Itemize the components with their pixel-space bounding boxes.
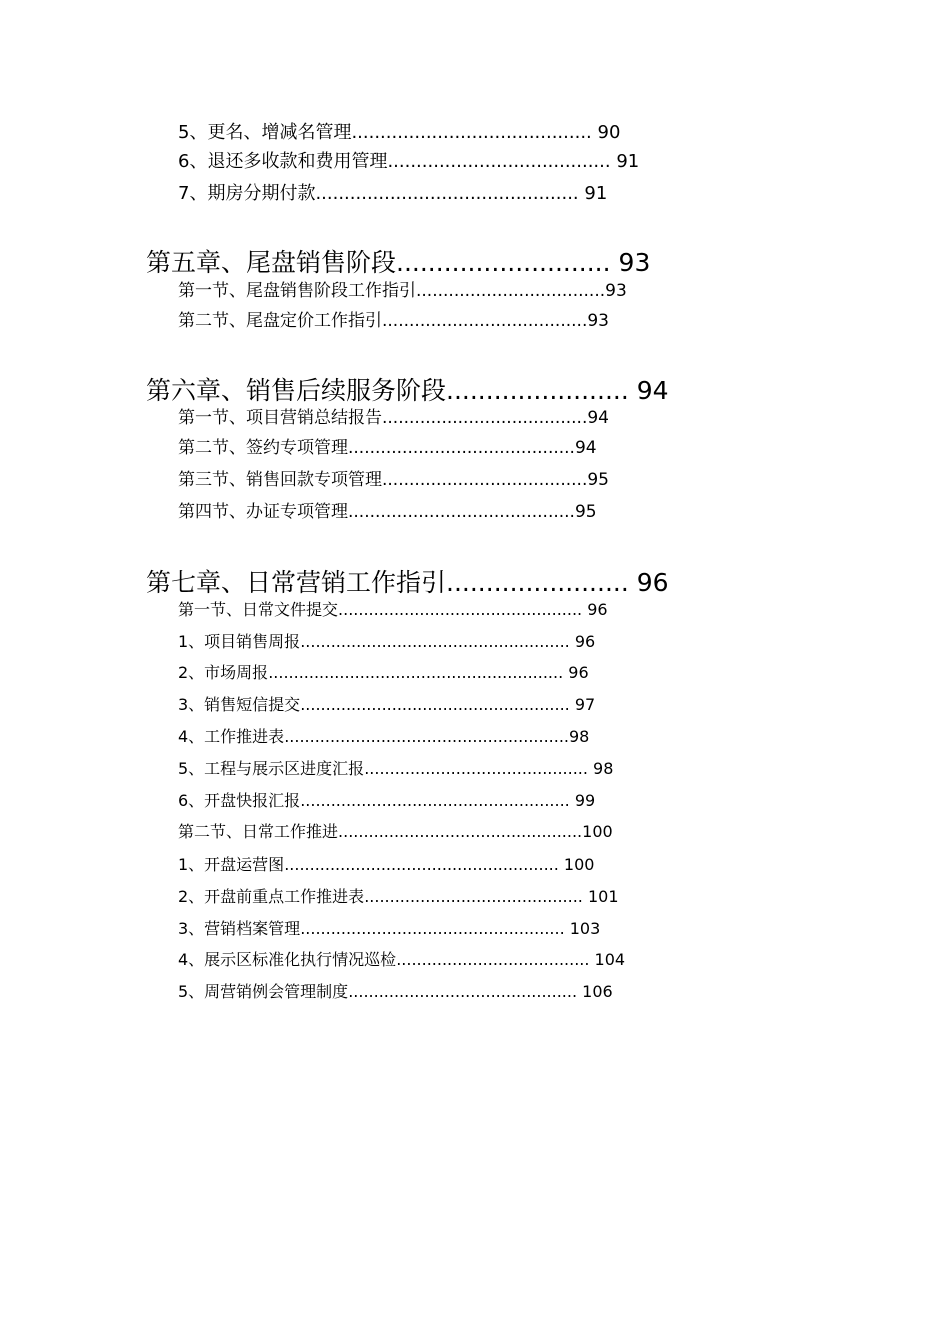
toc-page-number: 93 (610, 248, 651, 277)
toc-section[interactable] (178, 410, 609, 427)
toc-leader-dots: ..................................................... (300, 632, 570, 651)
toc-leader-dots: .......................................... (351, 122, 592, 143)
toc-leader-dots: .......................................... (348, 438, 575, 458)
toc-item-title: 6、开盘快报汇报 (178, 791, 301, 810)
toc-section-title: 第二节、尾盘定价工作指引 (178, 311, 382, 331)
toc-section-title: 第二节、签约专项管理 (178, 438, 348, 458)
toc-item[interactable] (178, 792, 595, 810)
toc-page-number: 96 (628, 568, 669, 597)
toc-item[interactable] (178, 124, 620, 142)
toc-section-title: 第二节、日常工作推进 (178, 822, 339, 841)
toc-section[interactable] (178, 602, 608, 619)
toc-item-title: 5、工程与展示区进度汇报 (178, 759, 365, 778)
toc-page-number: 100 (558, 855, 595, 874)
toc-chapter-title: 第七章、日常营销工作指引 (146, 568, 447, 597)
toc-page-number: 99 (569, 791, 596, 810)
toc-page-number: 101 (582, 887, 619, 906)
toc-page-number: 95 (574, 502, 597, 522)
toc-leader-dots: .......................................................... (268, 663, 564, 682)
toc-item-title: 1、开盘运营图 (178, 855, 285, 874)
toc-section[interactable] (178, 824, 613, 841)
toc-leader-dots: ...................................................... (284, 855, 559, 874)
toc-page-number: 96 (569, 632, 596, 651)
toc-item[interactable] (178, 920, 600, 938)
toc-leader-dots: ................................... (416, 281, 606, 301)
toc-leader-dots: .......................................... (348, 502, 575, 522)
toc-page-number: 104 (589, 950, 626, 969)
toc-page-number: 103 (564, 919, 601, 938)
toc-leader-dots: ............................................ (364, 759, 588, 778)
toc-item[interactable] (178, 983, 613, 1001)
toc-item-title: 3、营销档案管理 (178, 919, 301, 938)
toc-page-number: 93 (587, 311, 609, 331)
toc-page-number: 91 (610, 151, 640, 172)
toc-leader-dots: .............................................. (315, 183, 579, 204)
toc-leader-dots: ........................................................ (284, 727, 569, 746)
toc-leader-dots: ........................... (396, 248, 611, 277)
toc-page-number: 100 (582, 822, 613, 841)
toc-page-number: 94 (628, 376, 669, 405)
toc-chapter-6[interactable] (146, 378, 669, 403)
toc-page-number: 96 (563, 663, 589, 682)
toc-item-title: 7、期房分期付款 (178, 183, 316, 204)
toc-item[interactable] (178, 728, 589, 746)
toc-item[interactable] (178, 696, 595, 714)
toc-item-title: 4、工作推进表 (178, 727, 285, 746)
toc-item[interactable] (178, 153, 639, 171)
toc-item[interactable] (178, 856, 594, 874)
toc-chapter-7[interactable] (146, 570, 669, 595)
toc-page-number: 95 (587, 470, 609, 490)
toc-item[interactable] (178, 951, 625, 969)
toc-item-title: 4、展示区标准化执行情况巡检 (178, 950, 397, 969)
toc-section-title: 第一节、日常文件提交 (178, 600, 339, 619)
toc-leader-dots: ............................................. (348, 982, 578, 1001)
toc-item-title: 5、更名、增减名管理 (178, 122, 352, 143)
toc-page-number: 91 (578, 183, 608, 204)
toc-leader-dots: .................................................... (300, 919, 565, 938)
toc-item[interactable] (178, 888, 619, 906)
toc-section-title: 第一节、尾盘销售阶段工作指引 (178, 281, 416, 301)
toc-section[interactable] (178, 313, 609, 330)
toc-item-title: 1、项目销售周报 (178, 632, 301, 651)
toc-page-number: 98 (587, 759, 614, 778)
toc-page-number: 96 (582, 600, 608, 619)
toc-page-number: 90 (591, 122, 621, 143)
toc-leader-dots: ....................................... (387, 151, 611, 172)
toc-leader-dots: ...................................... (396, 950, 590, 969)
toc-leader-dots: ........................................... (364, 887, 583, 906)
toc-item-title: 2、开盘前重点工作推进表 (178, 887, 365, 906)
toc-item[interactable] (178, 185, 607, 203)
toc-leader-dots: ...................................... (382, 311, 588, 331)
toc-page-number: 106 (577, 982, 613, 1001)
toc-leader-dots: ....................... (446, 376, 629, 405)
toc-leader-dots: ..................................................... (300, 791, 570, 810)
toc-page-number: 93 (605, 281, 627, 301)
toc-chapter-5[interactable] (146, 250, 650, 275)
toc-section-title: 第三节、销售回款专项管理 (178, 470, 382, 490)
toc-page-number: 94 (574, 438, 597, 458)
toc-leader-dots: ..................................................... (300, 695, 570, 714)
toc-leader-dots: ................................................ (338, 822, 583, 841)
toc-item-title: 6、退还多收款和费用管理 (178, 151, 388, 172)
toc-leader-dots: ...................................... (382, 408, 588, 428)
toc-page-number: 94 (587, 408, 609, 428)
toc-section-title: 第四节、办证专项管理 (178, 502, 348, 522)
toc-leader-dots: ................................................ (338, 600, 583, 619)
toc-section[interactable] (178, 472, 609, 489)
toc-item[interactable] (178, 760, 613, 778)
toc-page-number: 98 (569, 727, 590, 746)
toc-item-title: 5、周营销例会管理制度 (178, 982, 349, 1001)
toc-section[interactable] (178, 504, 597, 521)
toc-leader-dots: ....................... (446, 568, 629, 597)
toc-item[interactable] (178, 664, 589, 682)
toc-chapter-title: 第五章、尾盘销售阶段 (146, 248, 397, 277)
toc-section[interactable] (178, 440, 597, 457)
toc-leader-dots: ...................................... (382, 470, 588, 490)
toc-item-title: 3、销售短信提交 (178, 695, 301, 714)
toc-item-title: 2、市场周报 (178, 663, 269, 682)
toc-item[interactable] (178, 633, 595, 651)
toc-page-number: 97 (569, 695, 596, 714)
toc-section-title: 第一节、项目营销总结报告 (178, 408, 382, 428)
toc-section[interactable] (178, 283, 627, 300)
toc-chapter-title: 第六章、销售后续服务阶段 (146, 376, 447, 405)
